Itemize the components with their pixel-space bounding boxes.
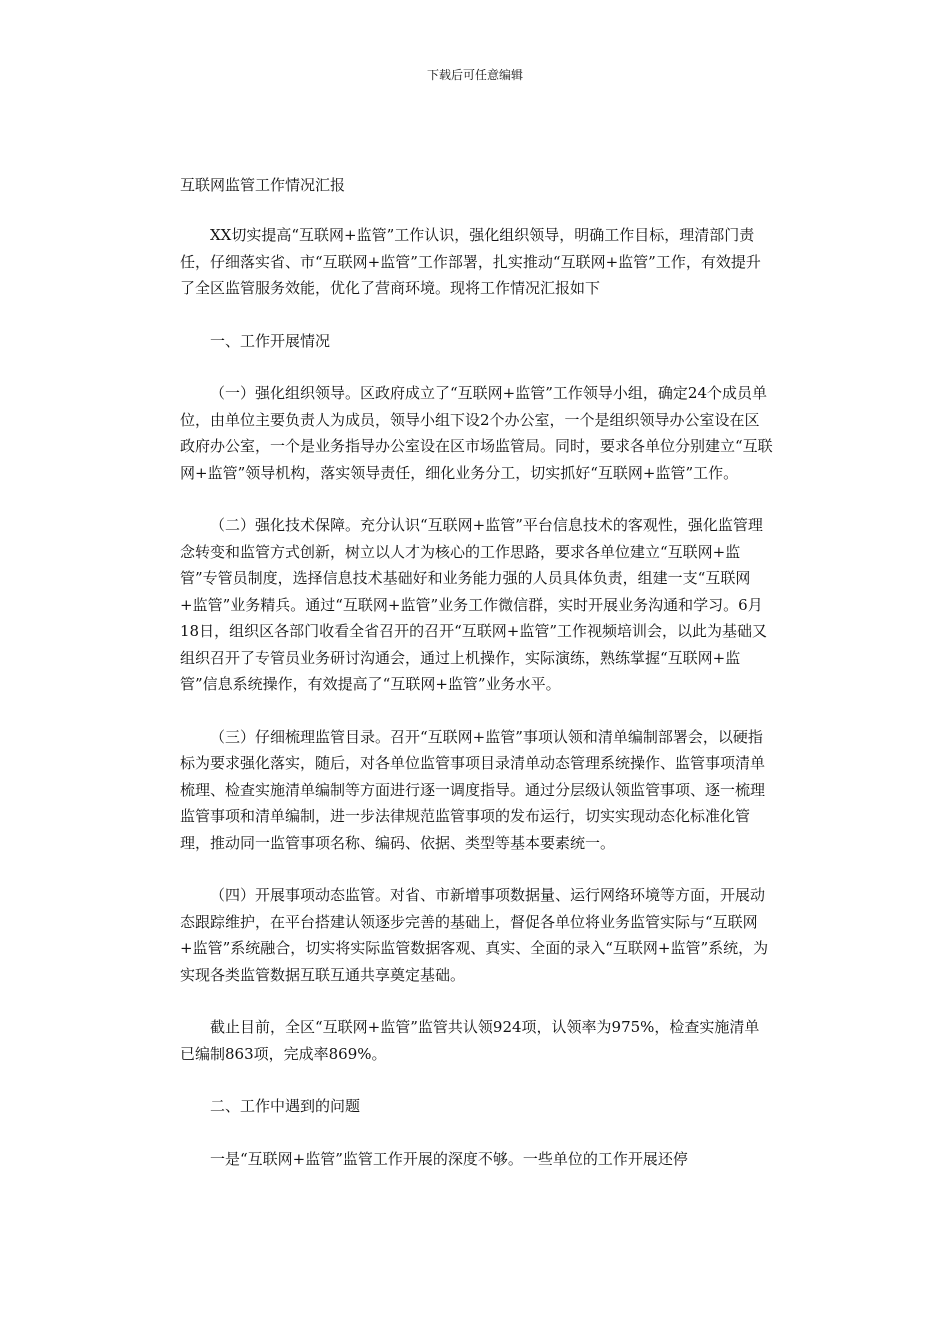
paragraph-5: 截止目前，全区“互联网+监管”监管共认领924项，认领率为975%，检查实施清单已编制863项，完成率869%。 <box>180 1018 760 1063</box>
paragraph-3: （三）仔细梳理监管目录。召开“互联网+监管”事项认领和清单编制部署会，以硬指标为要求强化落实，随后，对各单位监管事项目录清单动态管理系统操作、监管事项清单梳理、检查实施清单编制等方面进行逐一调度指导。通过分层级认领监管事项、逐一梳理监管事项和清单编制，进一步法律规范监管事项的发布运行，切实实现动态化标准化管理，推动同一监管事项名称、编码、依据、类型等基本要素统一。 <box>180 727 766 852</box>
document-title: 互联网监管工作情况汇报 <box>180 176 346 194</box>
spacer <box>180 988 774 1014</box>
paragraph-4: （四）开展事项动态监管。对省、市新增事项数据量、运行网络环境等方面，开展动态跟踪维护，在平台搭建认领逐步完善的基础上，督促各单位将业务监管实际与“互联网+监管”系统融合，切实将实际监管数据客观、真实、全面的录入“互联网+监管”系统，为实现各类监管数据互联互通共享奠定基础。 <box>180 886 769 984</box>
document-body <box>180 172 774 1172</box>
spacer <box>180 354 774 380</box>
paragraph-2: （二）强化技术保障。充分认识“互联网+监管”平台信息技术的客观性，强化监管理念转变和监管方式创新，树立以人才为核心的工作思路，要求各单位建立“互联网+监管”专管员制度，选择信息技术基础好和业务能力强的人员具体负责，组建一支“互联网+监管”业务精兵。通过“互联网+监管”业务工作微信群，实时开展业务沟通和学习。6月18日，组织区各部门收看全省召开的召开“互联网+监管”工作视频培训会，以此为基础又组织召开了专管员业务研讨沟通会，通过上机操作，实际演练，熟练掌握“互联网+监管”信息系统操作，有效提高了“互联网+监管”业务水平。 <box>180 516 767 693</box>
spacer <box>180 486 774 512</box>
paragraph-6: 一是“互联网+监管”监管工作开展的深度不够。一些单位的工作开展还停 <box>210 1149 688 1168</box>
spacer <box>180 1120 774 1146</box>
section-heading-1: 一、工作开展情况 <box>210 331 331 350</box>
spacer <box>180 856 774 882</box>
download-note: 下载后可任意编辑 <box>426 68 523 82</box>
spacer <box>180 1067 774 1093</box>
spacer <box>180 302 774 328</box>
section-heading-2: 二、工作中遇到的问题 <box>210 1097 361 1115</box>
paragraph-1: （一）强化组织领导。区政府成立了“互联网+监管”工作领导小组，确定24个成员单位，由单位主要负责人为成员，领导小组下设2个办公室，一个是组织领导办公室设在区政府办公室，一个是业务指导办公室设在区市场监管局。同时，要求各单位分别建立“互联网+监管”领导机构，落实领导责任，细化业务分工，切实抓好“互联网+监管”工作。 <box>180 384 773 482</box>
intro-paragraph: XX切实提高“互联网+监管”工作认识，强化组织领导，明确工作目标，理清部门责任，仔细落实省、市“互联网+监管”工作部署，扎实推动“互联网+监管”工作，有效提升了全区监管服务效能，优化了营商环境。现将工作情况汇报如下 <box>180 226 761 297</box>
spacer <box>180 198 774 222</box>
spacer <box>180 698 774 724</box>
